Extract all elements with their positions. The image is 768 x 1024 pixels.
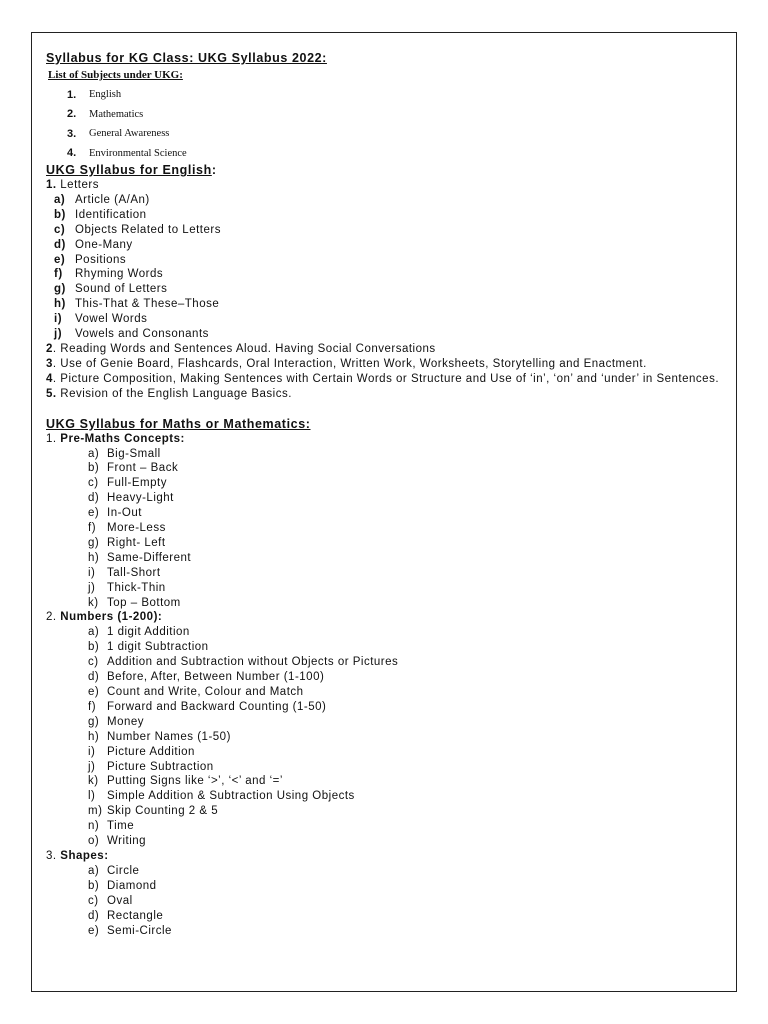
english-point xyxy=(46,342,726,357)
item-text: Skip Counting 2 & 5 xyxy=(107,805,219,818)
item-text: Circle xyxy=(107,864,140,877)
maths-item xyxy=(46,596,726,611)
maths-section-title: Shapes: xyxy=(60,849,109,862)
item-text: More-Less xyxy=(107,522,166,535)
point-text: . Use of Genie Board, Flashcards, Oral Interaction, Written Work, Worksheets, Storytelling and Enactment. xyxy=(52,357,647,370)
item-marker: d) xyxy=(88,909,100,922)
item-marker: e) xyxy=(88,507,100,520)
subject-label: Mathematics xyxy=(89,108,144,120)
maths-heading xyxy=(46,417,726,432)
item-text: Front – Back xyxy=(107,462,179,475)
maths-item xyxy=(46,625,726,640)
item-marker: h) xyxy=(54,298,66,311)
item-text: Rectangle xyxy=(107,909,164,922)
item-text: Before, After, Between Number (1-100) xyxy=(107,671,325,684)
maths-heading-text: UKG Syllabus for Maths or Mathematics: xyxy=(46,416,311,431)
item-text: Semi-Circle xyxy=(107,924,172,937)
item-text: One-Many xyxy=(75,238,133,251)
point-number: 3 xyxy=(46,357,53,370)
item-marker: o) xyxy=(88,835,100,848)
point-number: 5. xyxy=(46,387,57,400)
item-text: Oval xyxy=(107,894,133,907)
maths-item xyxy=(46,819,726,834)
item-marker: f) xyxy=(88,522,97,535)
page-title: Syllabus for KG Class: UKG Syllabus 2022: xyxy=(46,51,327,65)
maths-item xyxy=(46,536,726,551)
english-point xyxy=(46,357,726,372)
item-marker: m) xyxy=(88,805,103,818)
subject-number: 1. xyxy=(67,88,77,101)
item-marker: f) xyxy=(54,268,63,281)
item-marker: a) xyxy=(88,626,100,639)
document-content xyxy=(46,50,726,938)
maths-section-title: Pre-Maths Concepts: xyxy=(60,432,185,445)
english-points-list xyxy=(46,342,726,402)
item-text: Simple Addition & Subtraction Using Objects xyxy=(107,790,355,803)
maths-item xyxy=(46,700,726,715)
point-text: Revision of the English Language Basics. xyxy=(56,387,292,400)
maths-item xyxy=(46,804,726,819)
english-letters-list xyxy=(46,193,726,342)
item-text: Sound of Letters xyxy=(75,283,168,296)
subjects-list xyxy=(46,85,726,163)
subject-number: 4. xyxy=(67,147,77,160)
subject-item xyxy=(67,144,726,164)
maths-item xyxy=(46,506,726,521)
maths-section-heading xyxy=(46,432,726,447)
item-text: Writing xyxy=(107,835,147,848)
english-letters-label: Letters xyxy=(56,179,99,191)
maths-item xyxy=(46,521,726,536)
item-marker: h) xyxy=(88,730,100,743)
item-marker: b) xyxy=(88,462,100,475)
item-marker: i) xyxy=(88,745,96,758)
maths-item xyxy=(46,864,726,879)
maths-item xyxy=(46,566,726,581)
item-marker: b) xyxy=(54,208,66,221)
item-marker: n) xyxy=(88,820,100,833)
item-text: Article (A/An) xyxy=(75,193,150,206)
item-text: 1 digit Subtraction xyxy=(107,641,209,654)
subject-item xyxy=(67,124,726,144)
item-text: 1 digit Addition xyxy=(107,626,190,639)
item-text: Tall-Short xyxy=(107,566,161,579)
item-text: Rhyming Words xyxy=(75,268,164,281)
item-marker: a) xyxy=(88,447,100,460)
english-letter-item xyxy=(46,282,726,297)
maths-item xyxy=(46,834,726,849)
english-heading-colon: : xyxy=(211,163,217,177)
maths-item xyxy=(46,461,726,476)
item-text: Objects Related to Letters xyxy=(75,223,221,236)
maths-section-title: Numbers (1-200): xyxy=(60,611,163,624)
maths-section-number: 2. xyxy=(46,611,61,624)
maths-section-number: 1. xyxy=(46,432,61,445)
item-marker: e) xyxy=(88,686,100,698)
section-gap xyxy=(46,402,726,417)
english-letter-item xyxy=(46,223,726,238)
item-text: Full-Empty xyxy=(107,477,167,490)
item-marker: a) xyxy=(88,864,100,877)
subject-item xyxy=(67,85,726,105)
maths-item xyxy=(46,581,726,596)
maths-item xyxy=(46,760,726,775)
subject-number: 3. xyxy=(67,127,77,140)
item-marker: c) xyxy=(54,223,66,236)
point-number: 2 xyxy=(46,342,53,355)
maths-sections xyxy=(46,432,726,939)
item-text: Picture Addition xyxy=(107,745,195,758)
maths-item xyxy=(46,551,726,566)
item-marker: c) xyxy=(88,656,99,669)
item-marker: e) xyxy=(54,253,66,266)
item-marker: j) xyxy=(88,760,96,773)
item-marker: l) xyxy=(88,790,96,803)
maths-item xyxy=(46,640,726,655)
english-point xyxy=(46,387,726,402)
maths-item xyxy=(46,685,726,700)
subject-label: General Awareness xyxy=(89,128,170,140)
maths-item xyxy=(46,924,726,939)
subject-label: English xyxy=(89,89,122,101)
maths-item xyxy=(46,745,726,760)
english-heading-text: UKG Syllabus for English xyxy=(46,163,212,177)
item-marker: k) xyxy=(88,775,99,788)
item-marker: h) xyxy=(88,551,100,564)
item-marker: b) xyxy=(88,879,100,892)
maths-item xyxy=(46,670,726,685)
point-number: 4 xyxy=(46,372,53,385)
maths-section-number: 3. xyxy=(46,849,61,862)
item-marker: f) xyxy=(88,700,97,713)
item-text: Vowels and Consonants xyxy=(75,328,209,341)
item-text: This-That & These–Those xyxy=(75,298,220,311)
point-text: . Reading Words and Sentences Aloud. Having Social Conversations xyxy=(52,342,436,355)
item-marker: g) xyxy=(88,715,100,728)
item-text: Count and Write, Colour and Match xyxy=(107,686,304,698)
item-text: Picture Subtraction xyxy=(107,760,214,773)
maths-item xyxy=(46,909,726,924)
item-text: Big-Small xyxy=(107,447,161,460)
maths-item xyxy=(46,491,726,506)
item-text: Thick-Thin xyxy=(107,581,166,594)
english-letter-item xyxy=(46,193,726,208)
item-text: Same-Different xyxy=(107,551,192,564)
maths-item xyxy=(46,655,726,670)
subject-number: 2. xyxy=(67,108,77,121)
item-marker: i) xyxy=(54,313,63,326)
item-marker: i) xyxy=(88,566,96,579)
english-letter-item xyxy=(46,238,726,253)
point-text: . Picture Composition, Making Sentences with Certain Words or Structure and Use of ‘in’, ‘on’ and ‘under’ in Sentences. xyxy=(52,372,720,385)
english-point xyxy=(46,372,726,387)
maths-item xyxy=(46,715,726,730)
english-letter-item xyxy=(46,208,726,223)
maths-item xyxy=(46,730,726,745)
item-text: Time xyxy=(107,820,135,833)
item-marker: k) xyxy=(88,596,99,609)
maths-item xyxy=(46,879,726,894)
english-letters-line xyxy=(46,178,726,193)
english-letter-item xyxy=(46,267,726,282)
maths-item xyxy=(46,789,726,804)
item-marker: g) xyxy=(88,536,100,549)
maths-item xyxy=(46,894,726,909)
item-text: Addition and Subtraction without Objects or Pictures xyxy=(107,656,399,669)
item-marker: e) xyxy=(88,924,100,937)
english-heading xyxy=(46,163,726,178)
item-marker: a) xyxy=(54,193,66,206)
maths-item xyxy=(46,774,726,789)
item-marker: j) xyxy=(88,581,96,594)
item-marker: d) xyxy=(54,238,66,251)
item-text: Number Names (1-50) xyxy=(107,730,231,743)
maths-section-heading xyxy=(46,610,726,625)
subject-label: Environmental Science xyxy=(89,147,187,159)
item-marker: c) xyxy=(88,894,99,907)
english-letter-item xyxy=(46,327,726,342)
item-marker: b) xyxy=(88,641,100,654)
item-marker: d) xyxy=(88,492,100,505)
item-marker: g) xyxy=(54,283,66,296)
maths-section-heading xyxy=(46,849,726,864)
english-letter-item xyxy=(46,312,726,327)
subject-item xyxy=(67,105,726,125)
maths-item xyxy=(46,447,726,462)
item-text: Top – Bottom xyxy=(107,596,181,609)
english-letters-number: 1. xyxy=(46,179,57,191)
item-marker: c) xyxy=(88,477,99,490)
subjects-heading: List of Subjects under UKG: xyxy=(48,69,183,81)
item-text: Diamond xyxy=(107,879,157,892)
english-letter-item xyxy=(46,253,726,268)
item-text: Right- Left xyxy=(107,536,166,549)
item-text: Positions xyxy=(75,253,127,266)
item-text: Identification xyxy=(75,208,147,221)
item-marker: j) xyxy=(54,328,63,341)
item-text: In-Out xyxy=(107,507,142,520)
item-text: Forward and Backward Counting (1-50) xyxy=(107,700,327,713)
item-text: Money xyxy=(107,715,145,728)
item-marker: d) xyxy=(88,671,100,684)
item-text: Vowel Words xyxy=(75,313,148,326)
maths-item xyxy=(46,476,726,491)
english-letter-item xyxy=(46,297,726,312)
item-text: Heavy-Light xyxy=(107,492,174,505)
item-text: Putting Signs like ‘>’, ‘<’ and ‘=’ xyxy=(107,775,283,788)
